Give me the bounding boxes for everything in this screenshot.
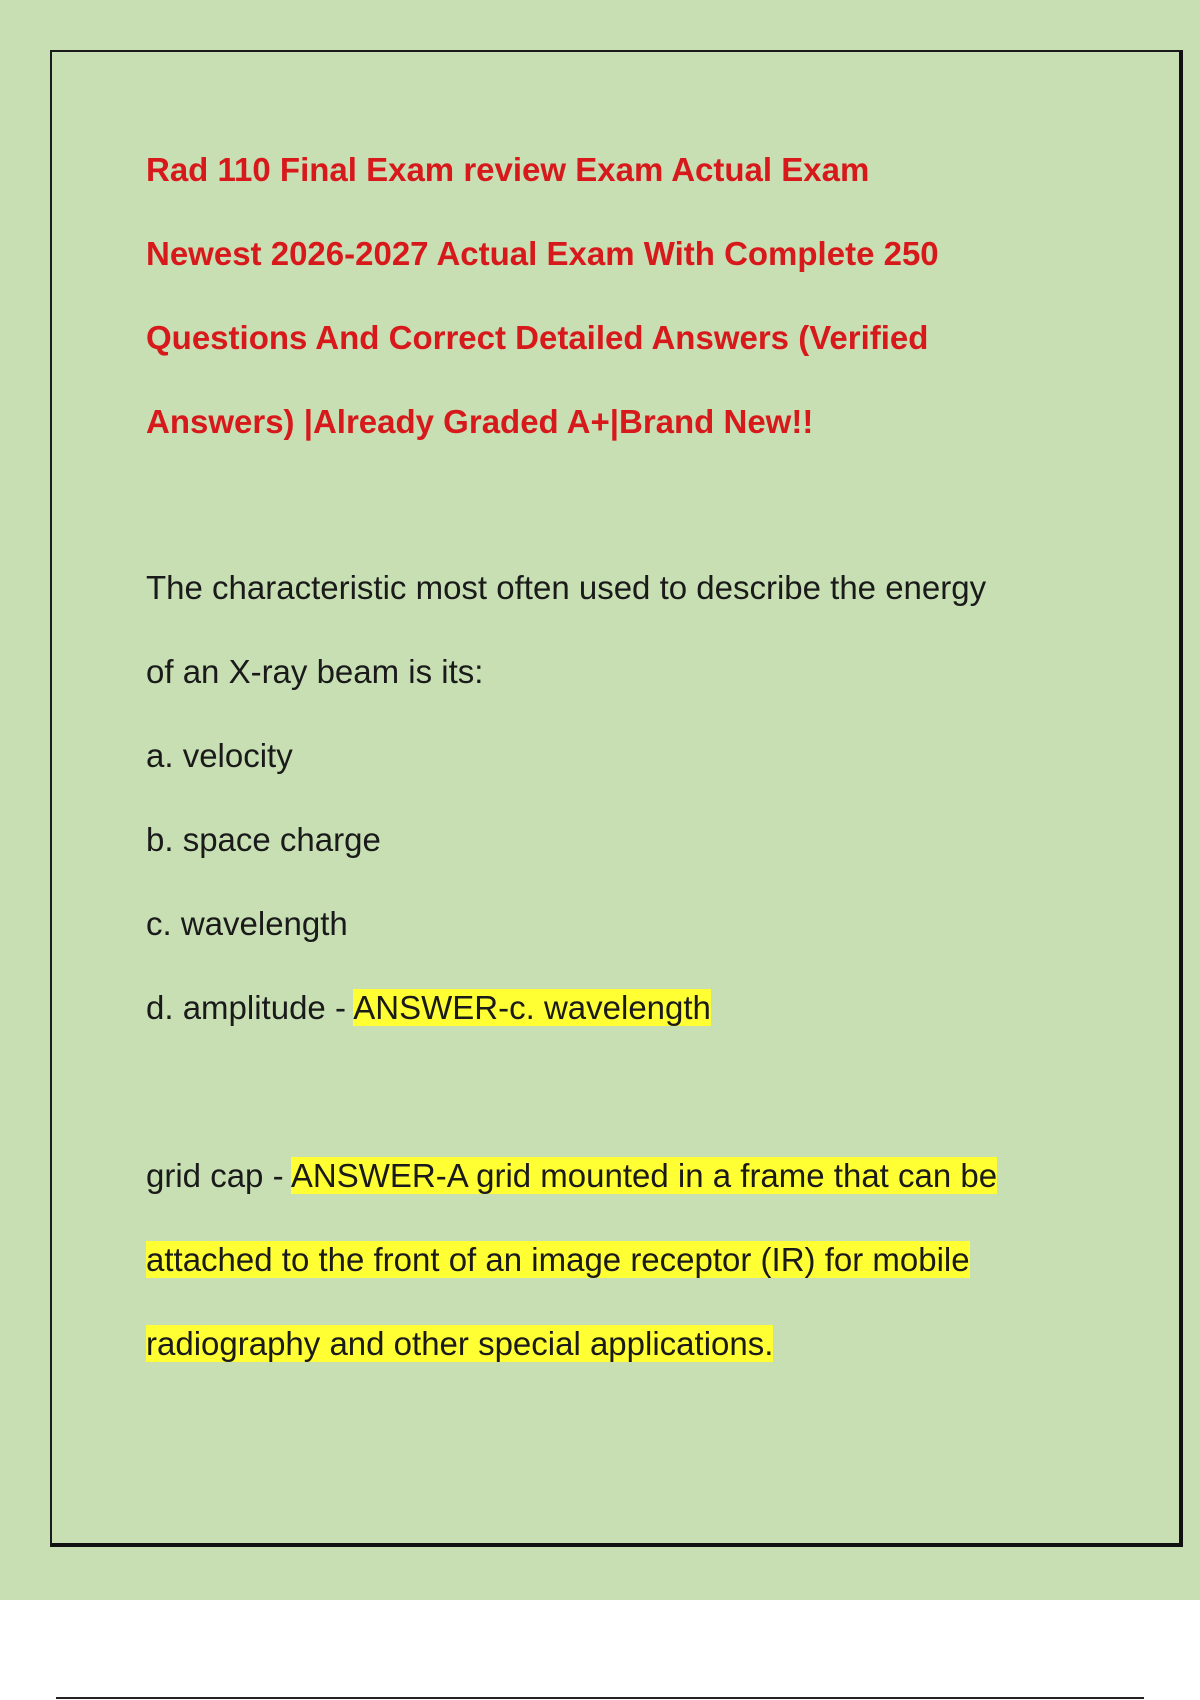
term-line (146, 1134, 1106, 1218)
answer-highlight: radiography and other special applications. (146, 1325, 774, 1362)
spacer (146, 464, 1106, 546)
title-line: Newest 2026-2027 Actual Exam With Complete 250 (146, 235, 939, 272)
option-d-line (146, 966, 1106, 1050)
title-line: Rad 110 Final Exam review Exam Actual Exam (146, 151, 870, 188)
title-line: Answers) |Already Graded A+|Brand New!! (146, 403, 814, 440)
term-label: grid cap - (146, 1157, 291, 1194)
question-block-1 (146, 546, 1106, 1050)
question-stem-line: of an X-ray beam is its: (146, 653, 484, 690)
spacer (146, 1050, 1106, 1134)
document-title (146, 128, 1106, 464)
document-content (146, 128, 1106, 1386)
answer-highlight: ANSWER-c. wavelength (353, 989, 711, 1026)
question-stem-line: The characteristic most often used to describe the energy (146, 569, 987, 606)
title-line: Questions And Correct Detailed Answers (Verified (146, 319, 929, 356)
option-b: b. space charge (146, 821, 381, 858)
answer-line (146, 1218, 1106, 1302)
option-d: d. amplitude - (146, 989, 354, 1026)
answer-highlight: attached to the front of an image receptor (IR) for mobile (146, 1241, 970, 1278)
footer-divider (56, 1697, 1144, 1699)
question-block-2 (146, 1134, 1106, 1386)
answer-highlight: ANSWER-A grid mounted in a frame that can be (290, 1157, 998, 1194)
option-c: c. wavelength (146, 905, 348, 942)
option-a: a. velocity (146, 737, 293, 774)
answer-line (146, 1302, 1106, 1386)
